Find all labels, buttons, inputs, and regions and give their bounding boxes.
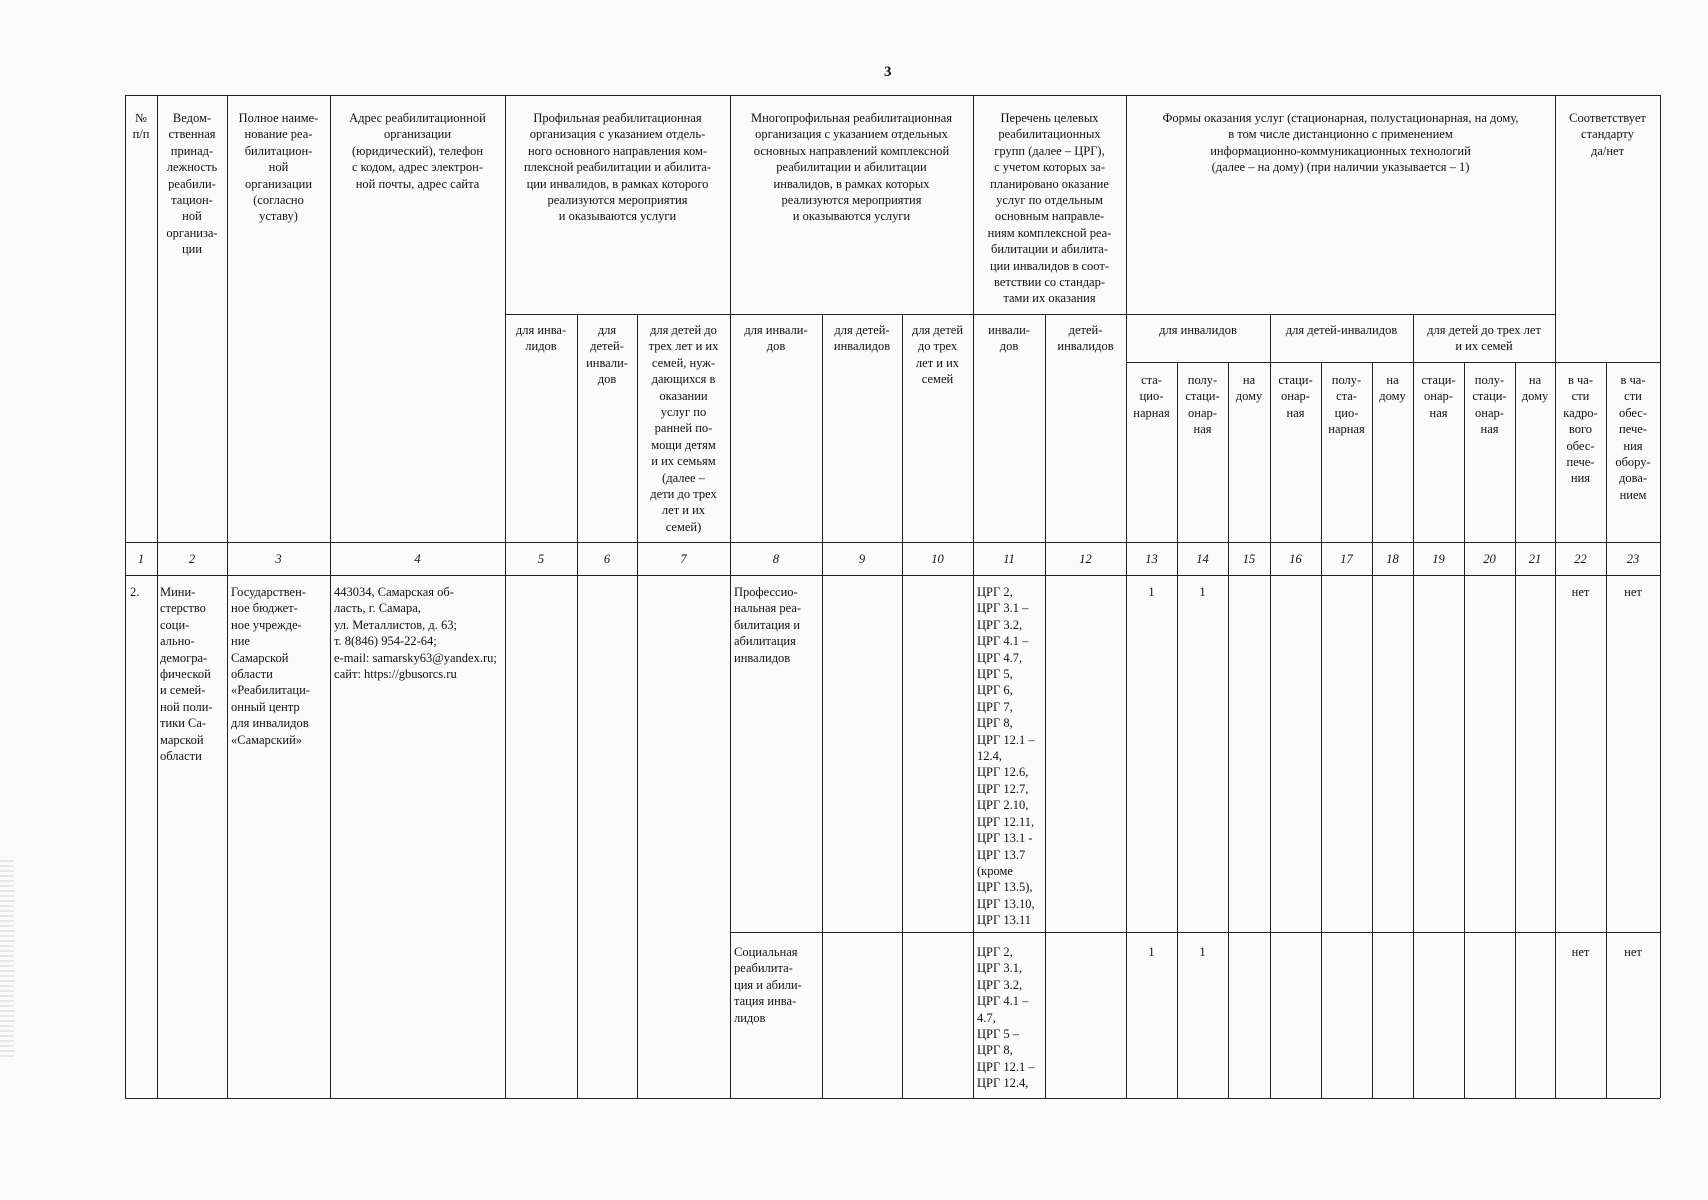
header-group-5-7: Профильная реабилитационная организация с указанием отдель- ного основного направления ком- плексной реабилитации и абилита- ции инвалидов, в рамках которого реализуются мероприятия и оказываются услуги [523,111,712,224]
header-col-4: Адрес реабилитационной организации (юридический), телефон с кодом, адрес электрон- ной почты, адрес сайта [349,111,486,191]
column-number: 10 [931,552,944,566]
header-col-10: для детей до трех лет и их семей [911,323,964,387]
value-col-22: нет [1571,585,1590,599]
header-col-20: полу- стаци- онар- ная [1472,373,1507,437]
col-border-0 [125,95,126,1098]
col-border-7 [730,95,731,1098]
column-numbers-bottom-line [125,575,1660,576]
column-number: 9 [858,552,866,566]
col-border-11 [1045,314,1046,1098]
column-number: 6 [603,552,611,566]
header-col-23: в ча- сти обес- пече- ния обору- дова- нием [1615,373,1651,502]
col-border-23 [1660,95,1661,1098]
header-col-14: полу- стаци- онар- ная [1185,373,1220,437]
organization-name-cell: Государствен- ное бюджет- ное учрежде- ние Самарской области «Реабилитаци- онный центр для инвалидов «Самарский» [231,585,310,747]
column-number: 14 [1196,552,1209,566]
col-border-18 [1413,314,1414,1098]
header-col-6: для детей- инвали- дов [586,323,628,387]
col-border-19 [1464,362,1465,1098]
column-number: 12 [1079,552,1092,566]
col-border-4 [505,95,506,1098]
value-col-22: нет [1571,945,1590,959]
header-subgroup-13-15: для инвалидов [1159,323,1237,337]
column-number: 20 [1483,552,1496,566]
col-border-16 [1321,362,1322,1098]
column-number: 16 [1289,552,1302,566]
header-col-16: стаци- онар- ная [1278,373,1313,420]
header-col-12: детей- инвалидов [1057,323,1114,354]
value-col-23: нет [1624,585,1642,599]
header-col-3: Полное наиме- нование реа- билитацион- ной организации (согласно уставу) [238,111,319,224]
header-divider-standard [1555,362,1660,363]
column-number: 13 [1145,552,1158,566]
header-col-18: на дому [1379,373,1406,404]
header-col-13: ста- цио- нарная [1133,373,1170,420]
header-group-13-21: Формы оказания услуг (стационарная, полустационарная, на дому, в том числе дистанционно с применением информационно-коммуникационных технологий (далее – на дому) (при наличии указывается – 1) [1162,111,1519,175]
column-number: 21 [1528,552,1542,566]
row-number: 2. [130,585,140,599]
header-col-1: № п/п [132,111,150,142]
header-subgroup-16-18: для детей-инвалидов [1285,323,1398,337]
scan-edge-artifact [0,860,14,1060]
column-number: 1 [137,552,145,566]
header-divider-forms [1126,362,1556,363]
value-col-13: 1 [1148,945,1155,959]
header-bottom-line [125,542,1660,543]
column-number: 2 [188,552,196,566]
column-number: 8 [772,552,780,566]
ministry-cell: Мини- стерство соци- ально- демогра- фической и семей- ной поли- тики Са- марской области [160,585,213,764]
header-col-5: для инва- лидов [515,323,567,354]
column-number: 5 [537,552,545,566]
column-number: 4 [414,552,421,566]
column-number: 7 [680,552,687,566]
col-border-17 [1372,362,1373,1098]
header-group-11-12: Перечень целевых реабилитационных групп (далее – ЦРГ), с учетом которых за- планировано оказание услуг по отдельным основным направле- ниям комплексной реа- билитации и абилита- ции инвалидов в соот- ветствии со стандар- тами их оказания [987,111,1112,306]
col-border-8 [822,314,823,1098]
col-border-9 [902,314,903,1098]
col-border-13 [1177,362,1178,1098]
table-border-bottom [125,1098,1660,1099]
subrow-divider [730,932,1660,933]
column-number: 11 [1003,552,1015,566]
col-border-15 [1270,314,1271,1098]
header-col-22: в ча- сти кадро- вого обес- пече- ния [1563,373,1598,486]
header-col-11: инвали- дов [988,323,1030,354]
header-col-7: для детей до трех лет и их семей, нуж- дающихся в оказании услуг по ранней по- мощи детям и их семьям (далее – дети до трех лет и их семей) [648,323,719,534]
table-border-top [125,95,1660,96]
header-col-2: Ведом- ственная принад- лежность реабили- тацион- ной организа- ции [166,111,218,257]
header-subgroup-19-21: для детей до трех лет и их семей [1427,323,1541,354]
header-col-21: на дому [1521,373,1549,404]
crg-list-professional-cell: ЦРГ 2, ЦРГ 3.1 – ЦРГ 3.2, ЦРГ 4.1 – ЦРГ 4.7, ЦРГ 5, ЦРГ 6, ЦРГ 7, ЦРГ 8, ЦРГ 12.1 – 12.4, ЦРГ 12.6, ЦРГ 12.7, ЦРГ 2.10, ЦРГ 12.11, ЦРГ 13.1 - ЦРГ 13.7 (кроме ЦРГ 13.5), ЦРГ 13.10, ЦРГ 13.11 [977,585,1035,928]
col-border-3 [330,95,331,1098]
column-number: 3 [275,552,282,566]
header-col-15: на дому [1235,373,1263,404]
column-number: 18 [1386,552,1399,566]
value-col-14: 1 [1199,585,1206,599]
value-col-23: нет [1624,945,1642,959]
column-number: 17 [1340,552,1353,566]
header-group-8-10: Многопрофильная реабилитационная организация с указанием отдельных основных направлений комплексной реабилитации и абилитации инвалидов, в рамках которых реализуются мероприятия и оказываются услуги [750,111,953,224]
column-number: 19 [1432,552,1445,566]
column-number: 23 [1626,552,1640,566]
column-number: 15 [1242,552,1256,566]
col-border-20 [1515,362,1516,1098]
value-col-13: 1 [1148,585,1155,599]
address-cell: 443034, Самарская об- ласть, г. Самара, ул. Металлистов, д. 63; т. 8(846) 954-22-64; e-mail: samarsky63@yandex.ru; сайт: https://gbusorcs.ru [334,585,497,682]
header-col-17: полу- ста- цио- нарная [1328,373,1365,437]
col-border-5 [577,314,578,1098]
header-divider-subgroups [505,314,1555,315]
value-col-14: 1 [1199,945,1206,959]
header-col-8: для инвали- дов [744,323,808,354]
header-col-9: для детей- инвалидов [833,323,891,354]
crg-list-social-cell: ЦРГ 2, ЦРГ 3.1, ЦРГ 3.2, ЦРГ 4.1 – 4.7, ЦРГ 5 – ЦРГ 8, ЦРГ 12.1 – ЦРГ 12.4, [977,945,1035,1091]
direction-social-cell: Социальная реабилита- ция и абили- тация инва- лидов [734,945,802,1025]
column-number: 22 [1574,552,1587,566]
header-col-19: стаци- онар- ная [1421,373,1456,420]
direction-professional-cell: Профессио- нальная реа- билитация и абилитация инвалидов [734,585,802,665]
header-group-22-23: Соответствует стандарту да/нет [1569,111,1646,158]
col-border-2 [227,95,228,1098]
page-number: 3 [884,64,892,80]
col-border-14 [1228,362,1229,1098]
